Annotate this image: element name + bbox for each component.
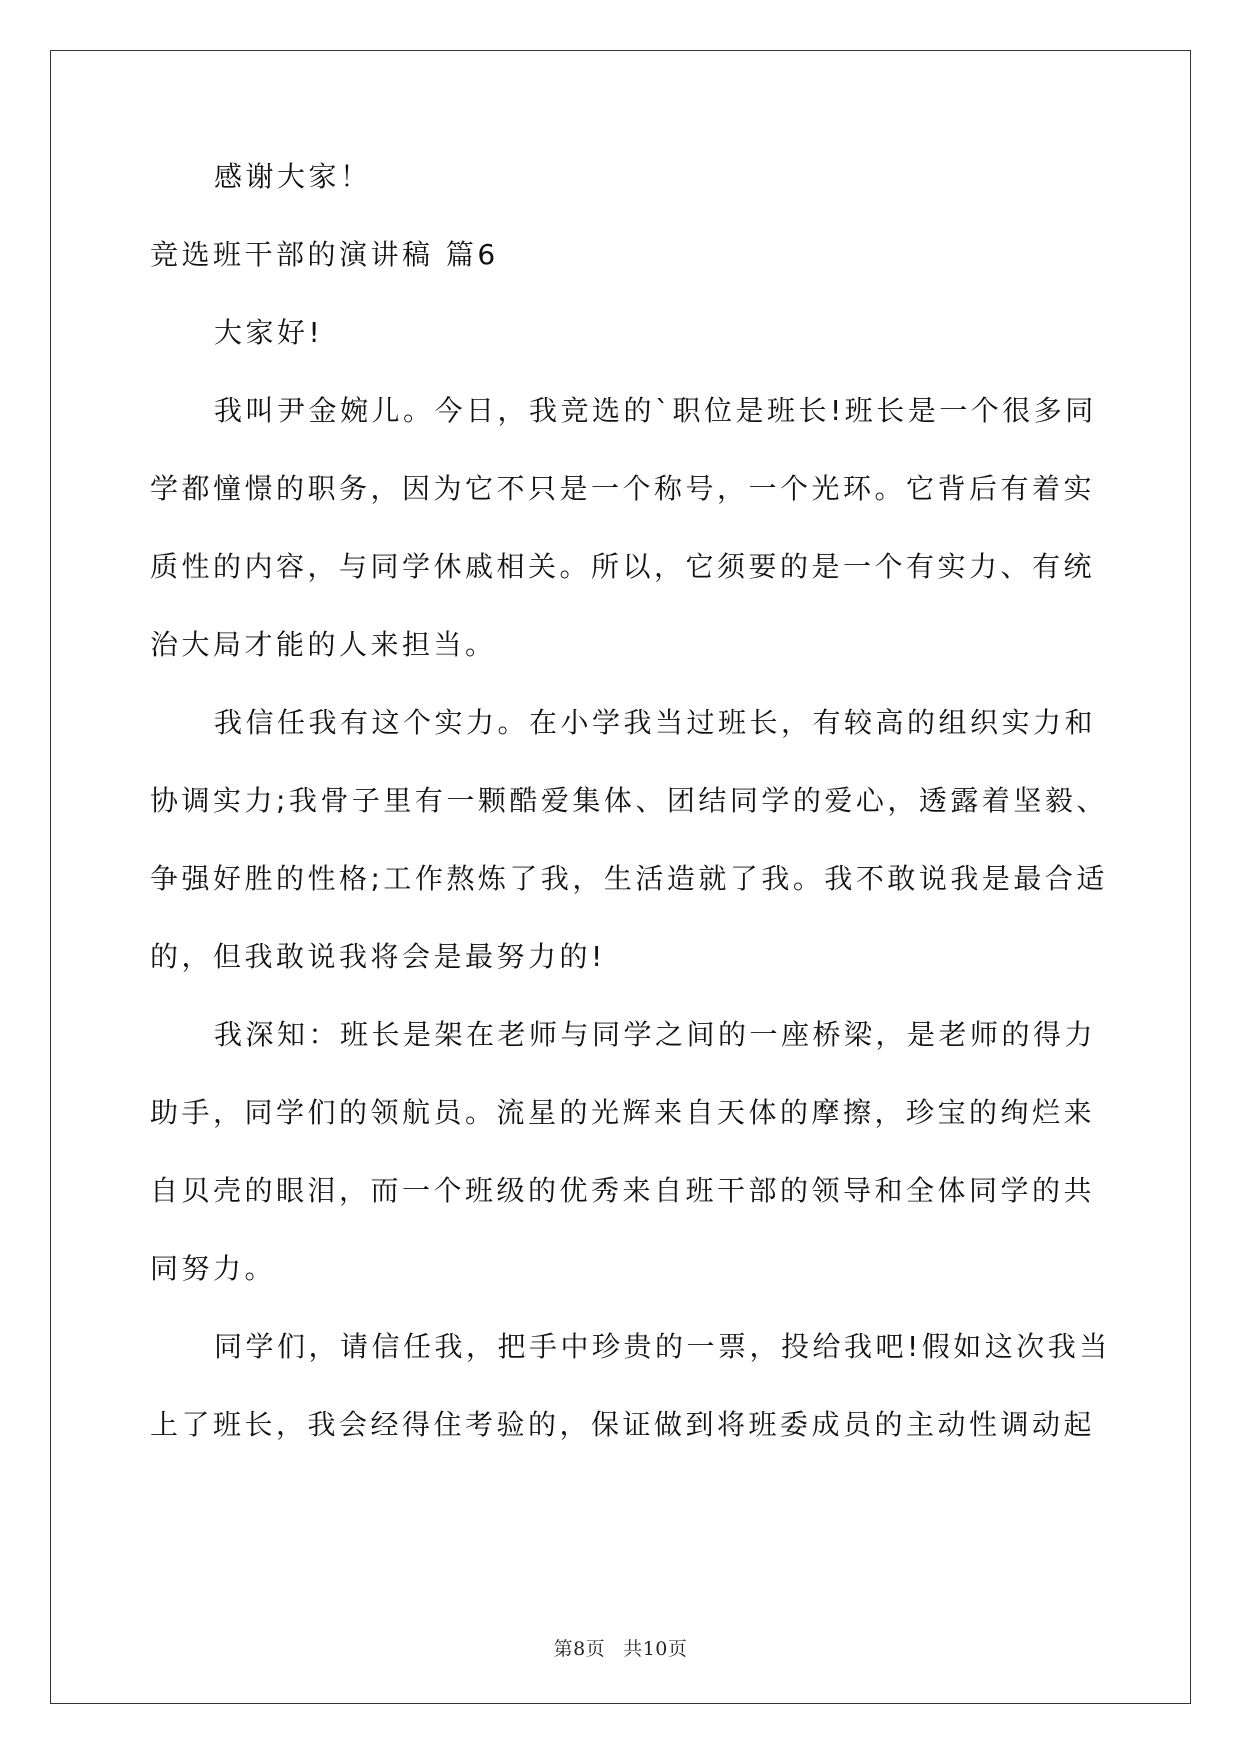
paragraph-line: 的，但我敢说我将会是最努力的! (150, 940, 606, 973)
paragraph-line: 自贝壳的眼泪，而一个班级的优秀来自班干部的领导和全体同学的共 (150, 1174, 1096, 1207)
paragraph-line: 上了班长，我会经得住考验的，保证做到将班委成员的主动性调动起 (150, 1408, 1096, 1441)
closing-line: 感谢大家！ (214, 160, 372, 193)
paragraph-line: 争强好胜的性格;工作熬炼了我，生活造就了我。我不敢说我是最合适 (150, 862, 1108, 895)
section-heading: 竞选班干部的演讲稿 篇6 (150, 238, 499, 271)
paragraph-line: 我深知：班长是架在老师与同学之间的一座桥梁，是老师的得力 (214, 1018, 1097, 1051)
page-number: 第8页 (553, 1638, 606, 1660)
page-footer (0, 1634, 1241, 1661)
paragraph-line: 学都憧憬的职务，因为它不只是一个称号，一个光环。它背后有着实 (150, 472, 1096, 505)
paragraph-line: 我叫尹金婉儿。今日，我竞选的`职位是班长!班长是一个很多同 (214, 394, 1097, 427)
paragraph-line: 协调实力;我骨子里有一颗酷爱集体、团结同学的爱心，透露着坚毅、 (150, 784, 1108, 817)
paragraph-line: 质性的内容，与同学休戚相关。所以，它须要的是一个有实力、有统 (150, 550, 1096, 583)
document-body (150, 158, 1111, 1484)
paragraph-line: 治大局才能的人来担当。 (150, 628, 497, 661)
greeting-line: 大家好! (214, 316, 324, 349)
paragraph-line: 助手，同学们的领航员。流星的光辉来自天体的摩擦，珍宝的绚烂来 (150, 1096, 1096, 1129)
paragraph-line: 同努力。 (150, 1252, 277, 1285)
paragraph-line: 我信任我有这个实力。在小学我当过班长，有较高的组织实力和 (214, 706, 1097, 739)
page-total: 共10页 (623, 1638, 688, 1660)
paragraph-line: 同学们，请信任我，把手中珍贵的一票，投给我吧!假如这次我当 (214, 1330, 1111, 1363)
